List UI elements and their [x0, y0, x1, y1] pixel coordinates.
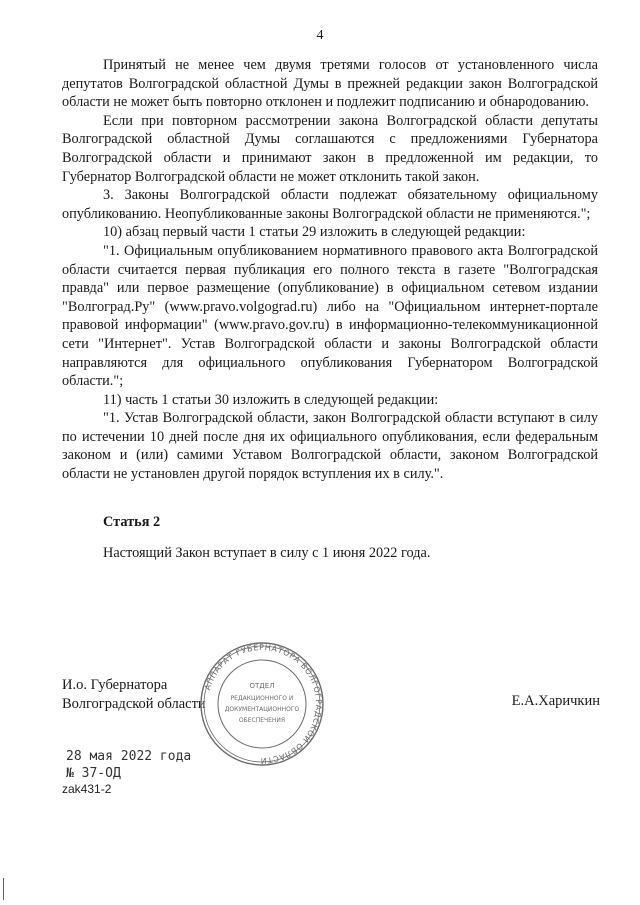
scan-edge-mark: [3, 878, 4, 900]
stamp-inner-line1: ОТДЕЛ: [249, 682, 275, 690]
signatory-position: [62, 676, 206, 714]
paragraph: Принятый не менее чем двумя третями голосов от установленного числа депутатов Волгоградской областной Думы в прежней редакции закон Волгоградской области не может быть повторно отклонен и подлежит подписанию и обнародованию.: [62, 57, 598, 111]
signatory-position-line2: Волгоградской области: [62, 696, 206, 712]
article-heading: Статья 2: [103, 513, 161, 530]
article-text: Настоящий Закон вступает в силу с 1 июня 2022 года.: [103, 545, 431, 562]
paragraph: 3. Законы Волгоградской области подлежат обязательному официальному опубликованию. Неопубликованные законы Волгоградской области не применяются.";: [62, 187, 598, 222]
page-number: 4: [316, 28, 324, 43]
stamp-outer-text: АППАРАТ ГУБЕРНАТОРА ВОЛГОГРАДСКОЙ ОБЛАСТИ: [202, 642, 324, 766]
stamp-inner-line3: ДОКУМЕНТАЦИОННОГО: [224, 706, 300, 713]
signing-date: 28 мая 2022 года: [66, 749, 192, 764]
signing-date-block: [66, 748, 191, 782]
paragraph: 10) абзац первый части 1 статьи 29 изложить в следующей редакции:: [103, 224, 526, 241]
signatory-position-line1: И.о. Губернатора: [62, 677, 168, 693]
official-stamp: [198, 640, 326, 768]
paragraph: "1. Устав Волгоградской области, закон Волгоградской области вступают в силу по истечении 10 дней после дня их официального опубликования, если федеральным законом и (или) самими Уставом Волгоградской области, законом Волгоградской области не установлен другой порядок вступления их в силу.".: [62, 410, 598, 483]
law-number: № 37-ОД: [66, 766, 121, 781]
document-code: zak431-2: [62, 782, 112, 796]
paragraph: 11) часть 1 статьи 30 изложить в следующей редакции:: [103, 391, 439, 408]
document-body: [62, 56, 598, 563]
stamp-inner-line2: РЕДАКЦИОННОГО И: [230, 695, 294, 702]
signatory-name: Е.А.Харичкин: [511, 693, 600, 709]
paragraph: Если при повторном рассмотрении закона Волгоградской области депутаты Волгоградской областной Думы соглашаются с предложениями Губернатора Волгоградской области и принимают закон в предложенной им редакции, то Губернатор Волгоградской области не может отклонить такой закон.: [62, 112, 598, 185]
stamp-inner-line4: ОБЕСПЕЧЕНИЯ: [238, 717, 286, 724]
paragraph: "1. Официальным опубликованием нормативного правового акта Волгоградской области считается первая публикация его полного текста в газете "Волгоградская правда" или первое размещение (опубликование) в официальном сетевом издании "Волгоград.Ру" (www.pravo.volgograd.ru) либо на "Официальном интернет-портале правовой информации" (www.pravo.gov.ru) в информационно-телекоммуникационной сети "Интернет". Устав Волгоградской области и законы Волгоградской области направляются для официального опубликования Губернатором Волгоградской области.";: [62, 242, 598, 390]
